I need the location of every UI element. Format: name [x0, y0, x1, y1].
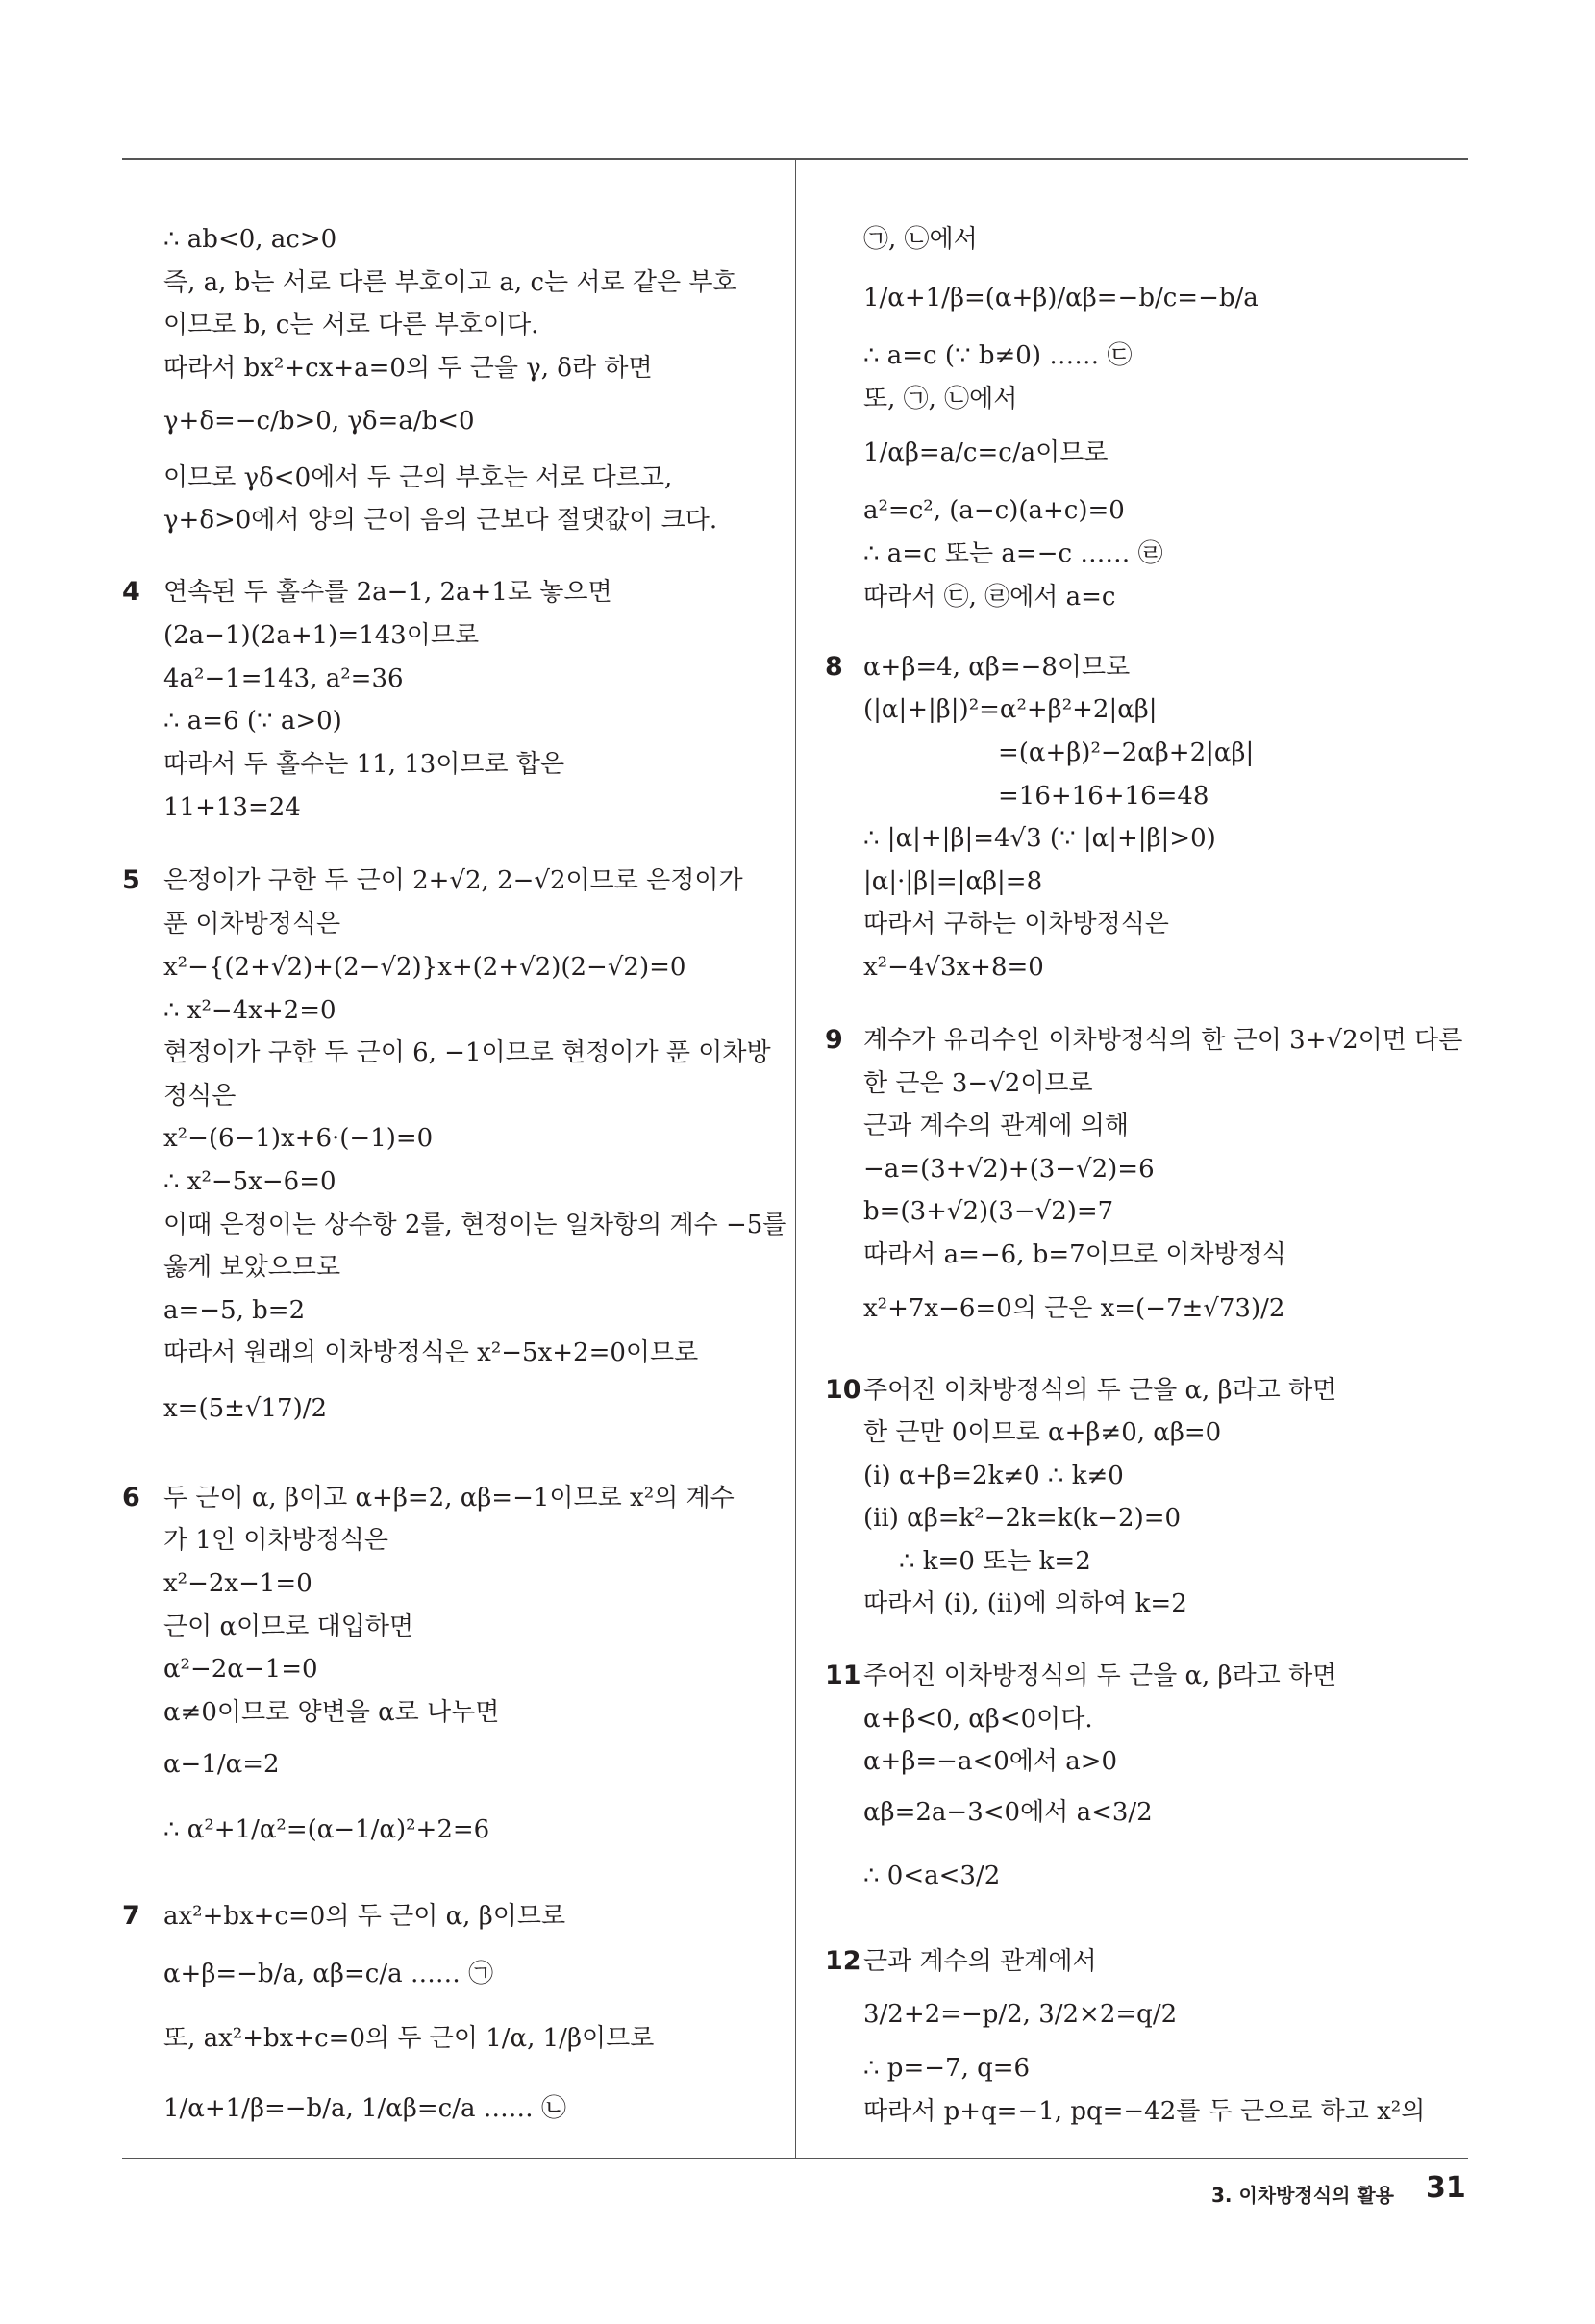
- text-line: =16+16+16=48: [998, 782, 1209, 811]
- text-line: x²−{(2+√2)+(2−√2)}x+(2+√2)(2−√2)=0: [163, 953, 686, 982]
- text-line: 현정이가 구한 두 근이 6, −1이므로 현정이가 푼 이차방: [163, 1038, 771, 1067]
- text-line: 가 1인 이차방정식은: [163, 1526, 388, 1555]
- problem-number: 11: [825, 1661, 861, 1690]
- text-line: 두 근이 α, β이고 α+β=2, αβ=−1이므로 x²의 계수: [163, 1484, 735, 1512]
- text-line: x²−4√3x+8=0: [863, 953, 1044, 982]
- formula-line: ∴ α²+1/α²=(α−1/α)²+2=6: [163, 1815, 490, 1844]
- text-line: γ+δ>0에서 양의 근이 음의 근보다 절댓값이 크다.: [163, 506, 718, 535]
- text-line: α+β=−a<0에서 a>0: [863, 1747, 1118, 1776]
- formula-line: ∴ 0<a<3/2: [863, 1862, 1001, 1890]
- text-line: α²−2α−1=0: [163, 1655, 318, 1684]
- text-line: ∴ k=0 또는 k=2: [899, 1547, 1091, 1576]
- text-line: 따라서 두 홀수는 11, 13이므로 합은: [163, 750, 565, 779]
- text-line: 주어진 이차방정식의 두 근을 α, β라고 하면: [863, 1376, 1337, 1405]
- text-line: =(α+β)²−2αβ+2|αβ|: [998, 738, 1255, 767]
- text-line: 또, ax²+bx+c=0의 두 근이 1/α, 1/β이므로: [163, 2024, 655, 2053]
- problem-number: 5: [122, 865, 140, 895]
- text-line: 정식은: [163, 1082, 237, 1111]
- text-line: ∴ a=c 또는 a=−c …… ㉣: [863, 539, 1163, 568]
- text-line: 따라서 (ⅰ), (ⅱ)에 의하여 k=2: [863, 1589, 1187, 1618]
- text-line: ∴ p=−7, q=6: [863, 2054, 1031, 2083]
- text-line: (ⅰ) α+β=2k≠0 ∴ k≠0: [863, 1462, 1124, 1490]
- formula-line: 1/αβ=a/c=c/a이므로: [863, 438, 1109, 467]
- text-line: 한 근은 3−√2이므로: [863, 1069, 1093, 1098]
- text-line: α+β=4, αβ=−8이므로: [863, 653, 1131, 682]
- problem-number: 8: [825, 652, 843, 682]
- text-line: 근이 α이므로 대입하면: [163, 1612, 414, 1641]
- text-line: b=(3+√2)(3−√2)=7: [863, 1197, 1114, 1226]
- page-number: 31: [1426, 2171, 1466, 2205]
- text-line: 4a²−1=143, a²=36: [163, 664, 404, 693]
- text-line: 이므로 γδ<0에서 두 근의 부호는 서로 다르고,: [163, 463, 673, 492]
- column-divider: [795, 158, 796, 2158]
- text-line: 연속된 두 홀수를 2a−1, 2a+1로 놓으면: [163, 578, 612, 607]
- formula-line: α+β=−b/a, αβ=c/a …… ㉠: [163, 1960, 494, 1988]
- formula-line: x=(5±√17)/2: [163, 1394, 328, 1423]
- text-line: 따라서 원래의 이차방정식은 x²−5x+2=0이므로: [163, 1338, 699, 1367]
- text-line: 또, ㉠, ㉡에서: [863, 385, 1018, 413]
- footer-chapter-title: 3. 이차방정식의 활용: [1211, 2184, 1394, 2207]
- formula-line: 3/2+2=−p/2, 3/2×2=q/2: [863, 2000, 1178, 2029]
- text-line: ∴ x²−4x+2=0: [163, 996, 336, 1025]
- text-line: 11+13=24: [163, 793, 301, 822]
- text-line: 따라서 bx²+cx+a=0의 두 근을 γ, δ라 하면: [163, 354, 653, 383]
- text-line: ∴ x²−5x−6=0: [163, 1167, 336, 1196]
- text-line: 따라서 ㉢, ㉣에서 a=c: [863, 583, 1116, 612]
- text-line: 따라서 p+q=−1, pq=−42를 두 근으로 하고 x²의: [863, 2097, 1426, 2126]
- formula-line: x²+7x−6=0의 근은 x=(−7±√73)/2: [863, 1294, 1285, 1323]
- text-line: ㉠, ㉡에서: [863, 225, 978, 254]
- formula-line: αβ=2a−3<0에서 a<3/2: [863, 1798, 1153, 1827]
- text-line: α≠0이므로 양변을 α로 나누면: [163, 1698, 500, 1727]
- text-line: 푼 이차방정식은: [163, 910, 341, 938]
- text-line: x²−(6−1)x+6·(−1)=0: [163, 1124, 434, 1153]
- formula-line: γ+δ=−c/b>0, γδ=a/b<0: [163, 407, 475, 436]
- text-line: 따라서 a=−6, b=7이므로 이차방정식: [863, 1240, 1286, 1269]
- text-line: 주어진 이차방정식의 두 근을 α, β라고 하면: [863, 1662, 1337, 1690]
- text-line: 은정이가 구한 두 근이 2+√2, 2−√2이므로 은정이가: [163, 866, 743, 895]
- text-line: 이때 은정이는 상수항 2를, 현정이는 일차항의 계수 −5를: [163, 1211, 787, 1239]
- bottom-rule: [122, 2158, 1468, 2159]
- text-line: a=−5, b=2: [163, 1296, 306, 1325]
- text-line: 따라서 구하는 이차방정식은: [863, 910, 1169, 938]
- text-line: −a=(3+√2)+(3−√2)=6: [863, 1155, 1155, 1184]
- formula-line: 1/α+1/β=−b/a, 1/αβ=c/a …… ㉡: [163, 2094, 567, 2123]
- problem-number: 9: [825, 1025, 843, 1055]
- problem-number: 10: [825, 1375, 861, 1405]
- text-line: ∴ a=c (∵ b≠0) …… ㉢: [863, 341, 1133, 370]
- problem-number: 4: [122, 577, 140, 607]
- problem-number: 7: [122, 1901, 140, 1931]
- formula-line: 1/α+1/β=(α+β)/αβ=−b/c=−b/a: [863, 284, 1259, 312]
- text-line: |α|·|β|=|αβ|=8: [863, 867, 1043, 896]
- text-line: 옳게 보았으므로: [163, 1253, 341, 1282]
- text-line: (ⅱ) αβ=k²−2k=k(k−2)=0: [863, 1504, 1182, 1533]
- text-line: 이므로 b, c는 서로 다른 부호이다.: [163, 311, 539, 339]
- text-line: ∴ |α|+|β|=4√3 (∵ |α|+|β|>0): [863, 824, 1216, 853]
- text-line: α+β<0, αβ<0이다.: [863, 1705, 1093, 1734]
- text-line: ax²+bx+c=0의 두 근이 α, β이므로: [163, 1902, 566, 1931]
- formula-line: α−1/α=2: [163, 1750, 280, 1779]
- problem-number: 6: [122, 1483, 140, 1512]
- text-line: ∴ a=6 (∵ a>0): [163, 707, 342, 736]
- text-line: (2a−1)(2a+1)=143이므로: [163, 621, 480, 650]
- text-line: 즉, a, b는 서로 다른 부호이고 a, c는 서로 같은 부호: [163, 268, 737, 297]
- text-line: 근과 계수의 관계에 의해: [863, 1112, 1129, 1140]
- text-line: (|α|+|β|)²=α²+β²+2|αβ|: [863, 695, 1158, 724]
- text-line: ∴ ab<0, ac>0: [163, 225, 337, 254]
- problem-number: 12: [825, 1946, 861, 1976]
- text-line: 근과 계수의 관계에서: [863, 1947, 1097, 1976]
- text-line: x²−2x−1=0: [163, 1569, 312, 1598]
- text-line: a²=c², (a−c)(a+c)=0: [863, 496, 1125, 525]
- text-line: 한 근만 0이므로 α+β≠0, αβ=0: [863, 1418, 1222, 1447]
- text-line: 계수가 유리수인 이차방정식의 한 근이 3+√2이면 다른: [863, 1026, 1463, 1055]
